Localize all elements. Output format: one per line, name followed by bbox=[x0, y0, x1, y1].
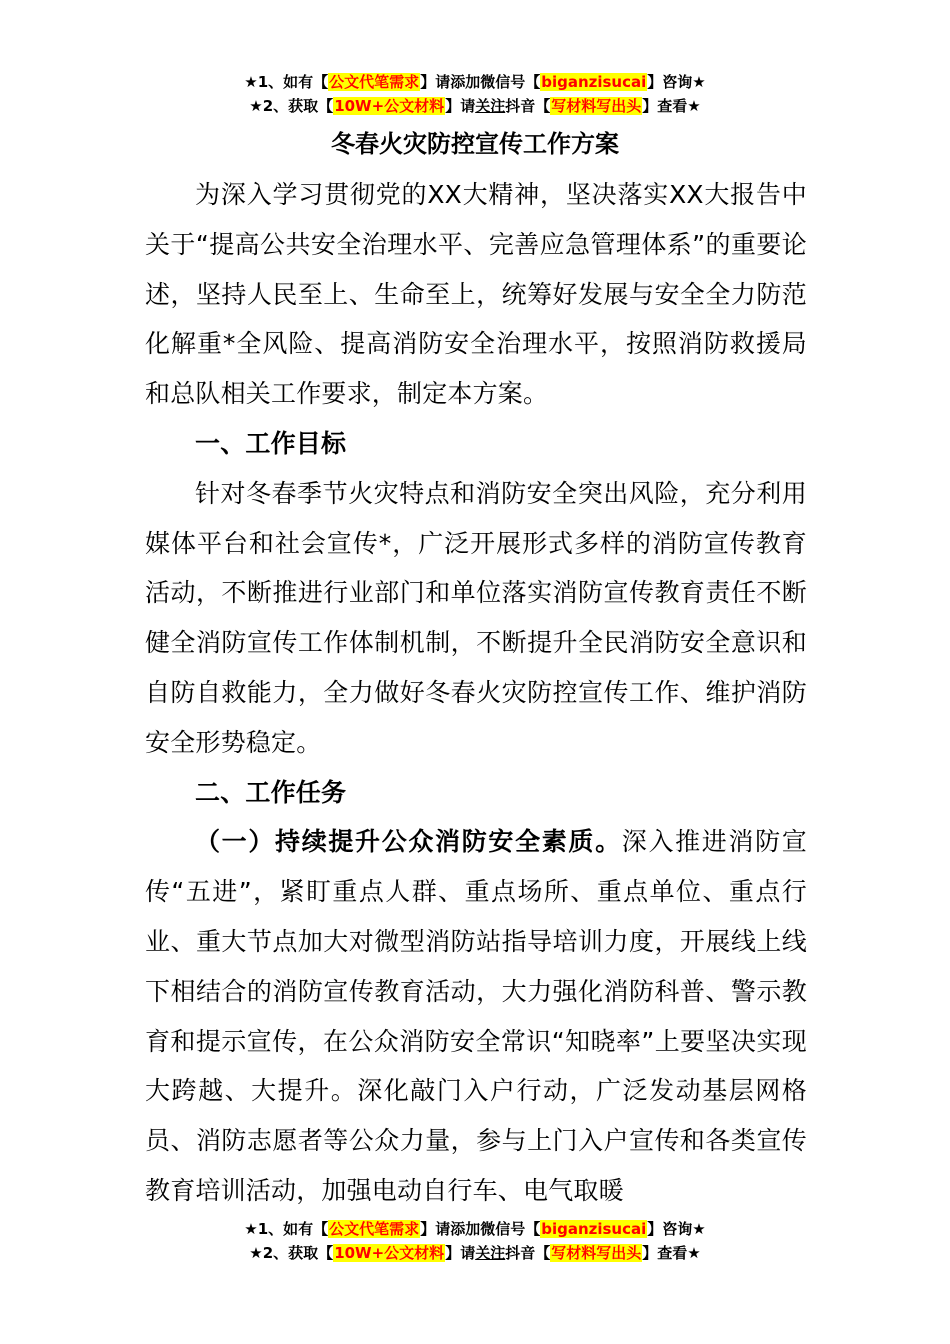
promo-line-1-middle: 】请添加微信号【 bbox=[420, 1220, 541, 1238]
promo-highlight-service: 公文代笔需求 bbox=[329, 73, 420, 91]
promo-line-1-suffix: 】咨询★ bbox=[647, 73, 706, 91]
task-item-1-body: 深入推进消防宣传“五进”，紧盯重点人群、重点场所、重点单位、重点行业、重大节点加大对微型消防站指导培训力度，开展线上线下相结合的消防宣传教育活动，大力强化消防科普、警示教育和提示宣传，在公众消防安全常识“知晓率”上要坚决实现大跨越、大提升。深化敲门入户行动，广泛发动基层网格员、消防志愿者等公众力量，参与上门入户宣传和各类宣传教育培训活动，加强电动自行车、电气取暖 bbox=[145, 827, 808, 1205]
promo-highlight-materials: 10W+公文材料 bbox=[334, 1244, 445, 1262]
promo-banner-bottom bbox=[0, 1217, 950, 1265]
promo-line-2-suffix: 】查看★ bbox=[642, 97, 701, 115]
promo-line-2-middle-a: 】请 bbox=[445, 1244, 476, 1262]
intro-paragraph: 为深入学习贯彻党的XX大精神，坚决落实XX大报告中关于“提高公共安全治理水平、完善应急管理体系”的重要论述，坚持人民至上、生命至上，统筹好发展与安全全力防范化解重*全风险、提高消防安全治理水平，按照消防救援局和总队相关工作要求，制定本方案。 bbox=[145, 180, 807, 409]
document-title: 冬春火灾防控宣传工作方案 bbox=[331, 130, 619, 158]
promo-highlight-materials: 10W+公文材料 bbox=[334, 97, 445, 115]
promo-line-2 bbox=[0, 94, 950, 118]
promo-line-1-prefix: ★1、如有【 bbox=[244, 73, 329, 91]
promo-line-2-bottom bbox=[0, 1241, 950, 1265]
goals-paragraph: 针对冬春季节火灾特点和消防安全突出风险，充分利用媒体平台和社会宣传*，广泛开展形式多样的消防宣传教育活动，不断推进行业部门和单位落实消防宣传教育责任不断健全消防宣传工作体制机制，不断提升全民消防安全意识和自防自救能力，全力做好冬春火灾防控宣传工作、维护消防安全形势稳定。 bbox=[145, 478, 807, 757]
document-body bbox=[145, 170, 807, 1216]
promo-underlined-follow: 关注 bbox=[475, 97, 506, 115]
section-heading-goals: 一、工作目标 bbox=[195, 428, 347, 458]
promo-line-2-middle-a: 】请 bbox=[445, 97, 476, 115]
task-item-1-paragraph bbox=[145, 817, 807, 1215]
promo-line-1 bbox=[0, 70, 950, 94]
promo-line-2-prefix: ★2、获取【 bbox=[249, 1244, 334, 1262]
promo-line-1-suffix: 】咨询★ bbox=[647, 1220, 706, 1238]
promo-banner-top bbox=[0, 70, 950, 118]
promo-highlight-douyin-account: 写材料写出头 bbox=[551, 97, 642, 115]
promo-line-2-prefix: ★2、获取【 bbox=[249, 97, 334, 115]
promo-line-2-middle-b: 抖音【 bbox=[505, 97, 551, 115]
promo-line-2-suffix: 】查看★ bbox=[642, 1244, 701, 1262]
promo-highlight-douyin-account: 写材料写出头 bbox=[551, 1244, 642, 1262]
promo-highlight-service: 公文代笔需求 bbox=[329, 1220, 420, 1238]
promo-line-1-middle: 】请添加微信号【 bbox=[420, 73, 541, 91]
promo-highlight-wechat-id: biganzisucai bbox=[541, 1220, 647, 1238]
promo-highlight-wechat-id: biganzisucai bbox=[541, 73, 647, 91]
promo-line-1-prefix: ★1、如有【 bbox=[244, 1220, 329, 1238]
promo-underlined-follow: 关注 bbox=[475, 1244, 506, 1262]
task-item-1-lead: （一）持续提升公众消防安全素质。 bbox=[195, 827, 622, 857]
section-heading-tasks: 二、工作任务 bbox=[195, 777, 347, 807]
promo-line-2-middle-b: 抖音【 bbox=[505, 1244, 551, 1262]
promo-line-1-bottom bbox=[0, 1217, 950, 1241]
